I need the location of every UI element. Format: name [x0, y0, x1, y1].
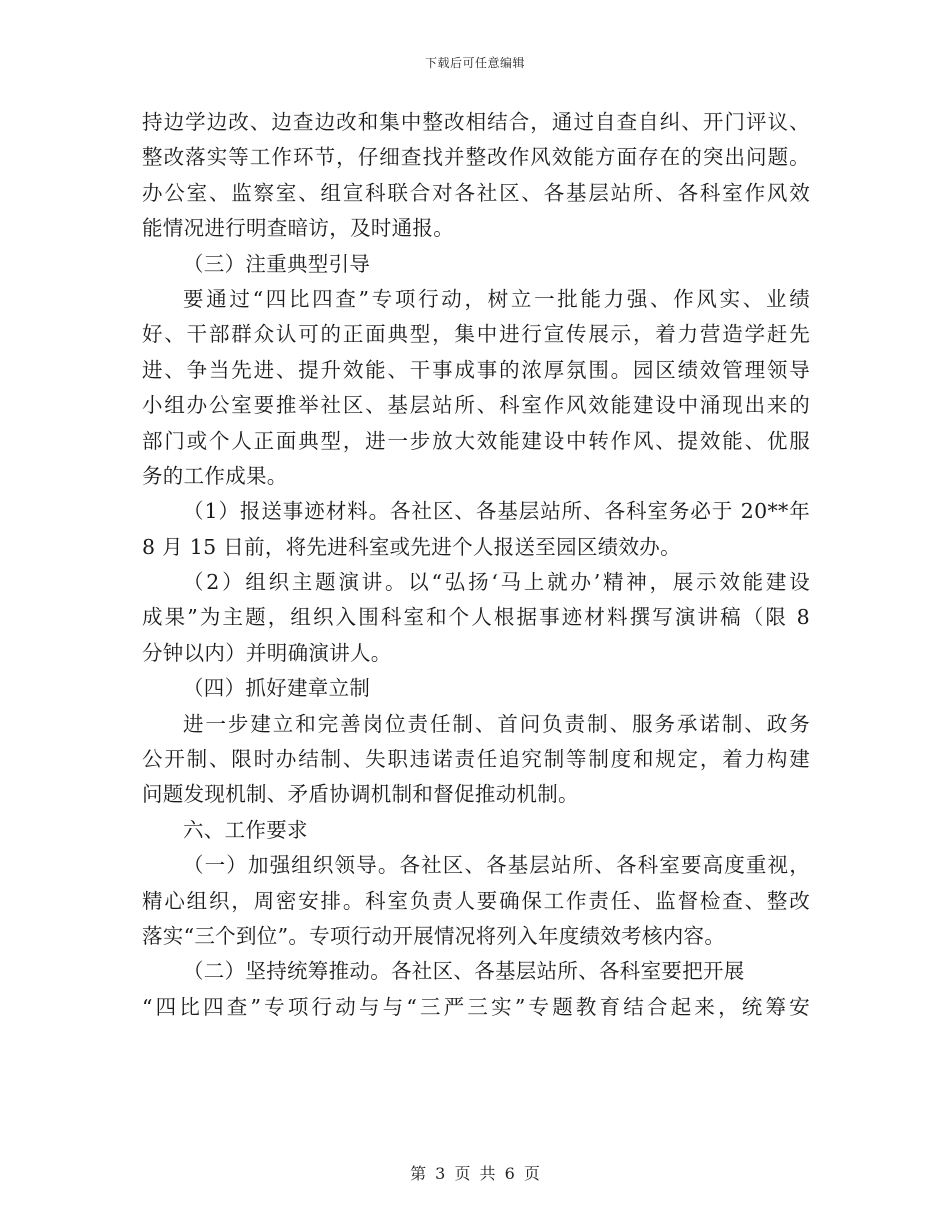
section-heading: 六、工作要求 — [183, 817, 308, 842]
body-line: 问题发现机制、矛盾协调机制和督促推动机制。 — [142, 782, 579, 807]
body-line: 公开制、限时办结制、失职违诺责任追究制等制度和规定，着力构建 — [142, 747, 810, 772]
body-line: 精心组织，周密安排。科室负责人要确保工作责任、监督检查、整改 — [142, 888, 810, 913]
body-line: 落实“三个到位”。专项行动开展情况将列入年度绩效考核内容。 — [142, 923, 726, 948]
body-line: “四比四查”专项行动与与“三严三实”专题教育结合起来，统筹安 — [142, 994, 810, 1019]
document-body — [142, 105, 810, 1025]
body-line: 成果”为主题，组织入围科室和个人根据事迹材料撰写演讲稿（限 8 — [142, 605, 810, 630]
header-note: 下载后可任意编辑 — [424, 56, 525, 70]
body-line: 分钟以内）并明确演讲人。 — [142, 640, 392, 665]
body-line: 办公室、监察室、组宣科联合对各社区、各基层站所、各科室作风效 — [142, 180, 810, 205]
body-line: 要通过“四比四查”专项行动，树立一批能力强、作风实、业绩 — [183, 286, 810, 311]
body-line: 部门或个人正面典型，进一步放大效能建设中转作风、提效能、优服 — [142, 428, 810, 453]
body-line: （1）报送事迹材料。各社区、各基层站所、各科室务必于 20**年 — [183, 499, 810, 524]
body-line: 小组办公室要推举社区、基层站所、科室作风效能建设中涌现出来的 — [142, 393, 810, 418]
body-line: （2）组织主题演讲。以“弘扬‘马上就办’精神，展示效能建设 — [183, 570, 810, 595]
body-line: 务的工作成果。 — [142, 463, 288, 488]
body-line: 整改落实等工作环节，仔细查找并整改作风效能方面存在的突出问题。 — [142, 145, 810, 170]
body-line: 好、干部群众认可的正面典型，集中进行宣传展示，着力营造学赶先 — [142, 322, 810, 347]
page-number: 第 3 页 共 6 页 — [410, 1164, 540, 1183]
body-line: 8 月 15 日前，将先进科室或先进个人报送至园区绩效办。 — [142, 534, 681, 559]
body-line: （二）坚持统筹推动。各社区、各基层站所、各科室要把开展 — [183, 959, 745, 984]
section-heading: （三）注重典型引导 — [183, 251, 371, 276]
body-line: 进、争当先进、提升效能、干事成事的浓厚氛围。园区绩效管理领导 — [142, 357, 810, 382]
body-line: （一）加强组织领导。各社区、各基层站所、各科室要高度重视， — [183, 853, 810, 878]
body-line: 持边学边改、边查边改和集中整改相结合，通过自查自纠、开门评议、 — [142, 110, 810, 134]
section-heading: （四）抓好建章立制 — [183, 676, 371, 701]
body-line: 能情况进行明查暗访，及时通报。 — [142, 216, 454, 241]
body-line: 进一步建立和完善岗位责任制、首问负责制、服务承诺制、政务 — [183, 711, 810, 736]
